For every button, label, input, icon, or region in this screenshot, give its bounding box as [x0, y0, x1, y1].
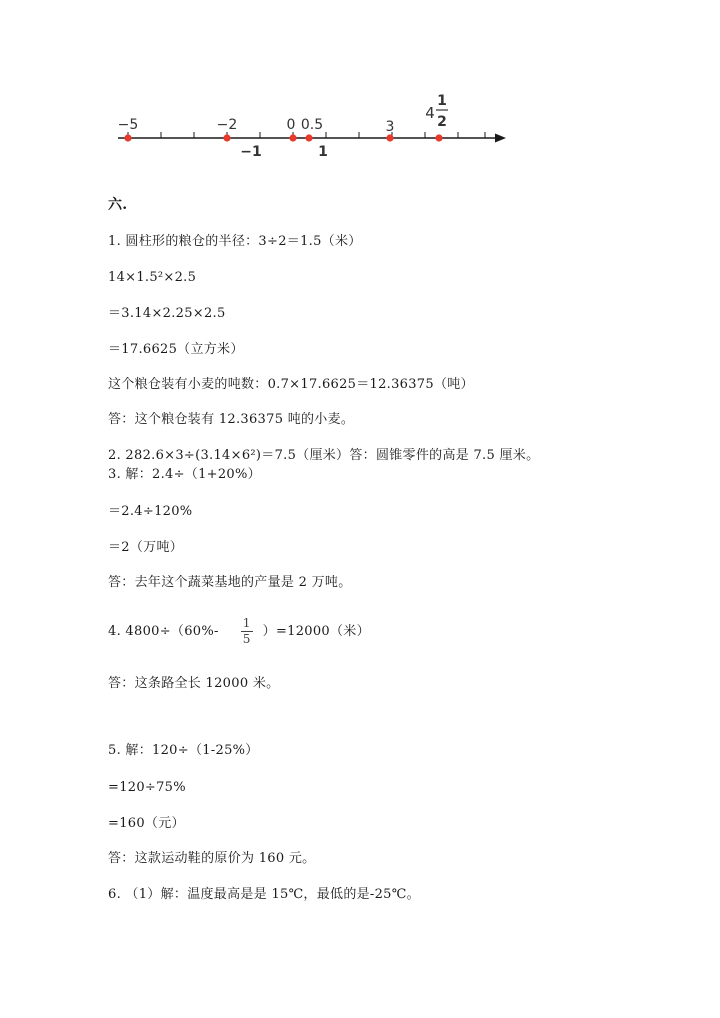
mixed-fraction-label: [425, 93, 448, 130]
q5-line-2: =120÷75%: [108, 780, 186, 795]
point-3: [386, 134, 393, 141]
label-minus-1: −1: [240, 144, 262, 160]
q4-answer: 答：这条路全长 12000 米。: [108, 676, 280, 691]
label-minus-2: −2: [216, 117, 238, 133]
q1-line-1: 1. 圆柱形的粮仓的半径：3÷2＝1.5（米）: [108, 234, 362, 249]
q1-answer: 答：这个粮仓装有 12.36375 吨的小麦。: [108, 412, 355, 427]
mixed-whole: 4: [425, 104, 435, 122]
label-minus-5: −5: [117, 117, 139, 133]
point-0: [289, 134, 296, 141]
point-minus-5: [124, 134, 131, 141]
q2-line: 2. 282.6×3÷(3.14×6²)＝7.5（厘米）答：圆锥零件的高是 7.5 厘米。: [108, 448, 540, 463]
q4-suffix: ）=12000（米）: [262, 624, 370, 639]
point-0-5: [305, 134, 312, 141]
q1-line-3: ＝3.14×2.25×2.5: [108, 306, 226, 321]
q4-fraction: [241, 616, 253, 647]
label-1: 1: [318, 144, 328, 160]
point-4-1-2: [435, 134, 442, 141]
number-line: [0, 0, 720, 170]
q4-fraction-numerator: 1: [242, 616, 251, 630]
arrow-icon: [495, 134, 506, 143]
q6-line: 6. （1）解：温度最高是是 15℃，最低的是-25℃。: [108, 887, 420, 902]
q4-fraction-denominator: 5: [242, 632, 251, 646]
q4-prefix: 4. 4800÷（60%-: [108, 624, 219, 639]
q3-line-1: 3. 解：2.4÷（1+20%）: [108, 467, 261, 482]
mixed-numerator: 1: [437, 93, 447, 109]
q3-answer: 答：去年这个蔬菜基地的产量是 2 万吨。: [108, 575, 352, 590]
q4-line: [108, 616, 370, 647]
q5-answer: 答：这款运动鞋的原价为 160 元。: [108, 851, 316, 866]
q5-line-1: 5. 解：120÷（1-25%）: [108, 743, 259, 758]
q1-line-2: 14×1.5²×2.5: [108, 270, 197, 285]
point-minus-2: [223, 134, 230, 141]
q3-line-2: ＝2.4÷120%: [108, 504, 193, 519]
label-3: 3: [385, 119, 395, 135]
q3-line-3: ＝2（万吨）: [108, 540, 184, 555]
mixed-denominator: 2: [437, 114, 447, 130]
label-0: 0: [286, 117, 296, 133]
q1-line-4: ＝17.6625（立方米）: [108, 342, 244, 357]
q5-line-3: =160（元）: [108, 816, 185, 831]
q1-line-5: 这个粮仓装有小麦的吨数：0.7×17.6625＝12.36375（吨）: [108, 377, 474, 392]
section-heading: 六.: [108, 197, 128, 213]
label-0-5: 0.5: [300, 117, 324, 133]
